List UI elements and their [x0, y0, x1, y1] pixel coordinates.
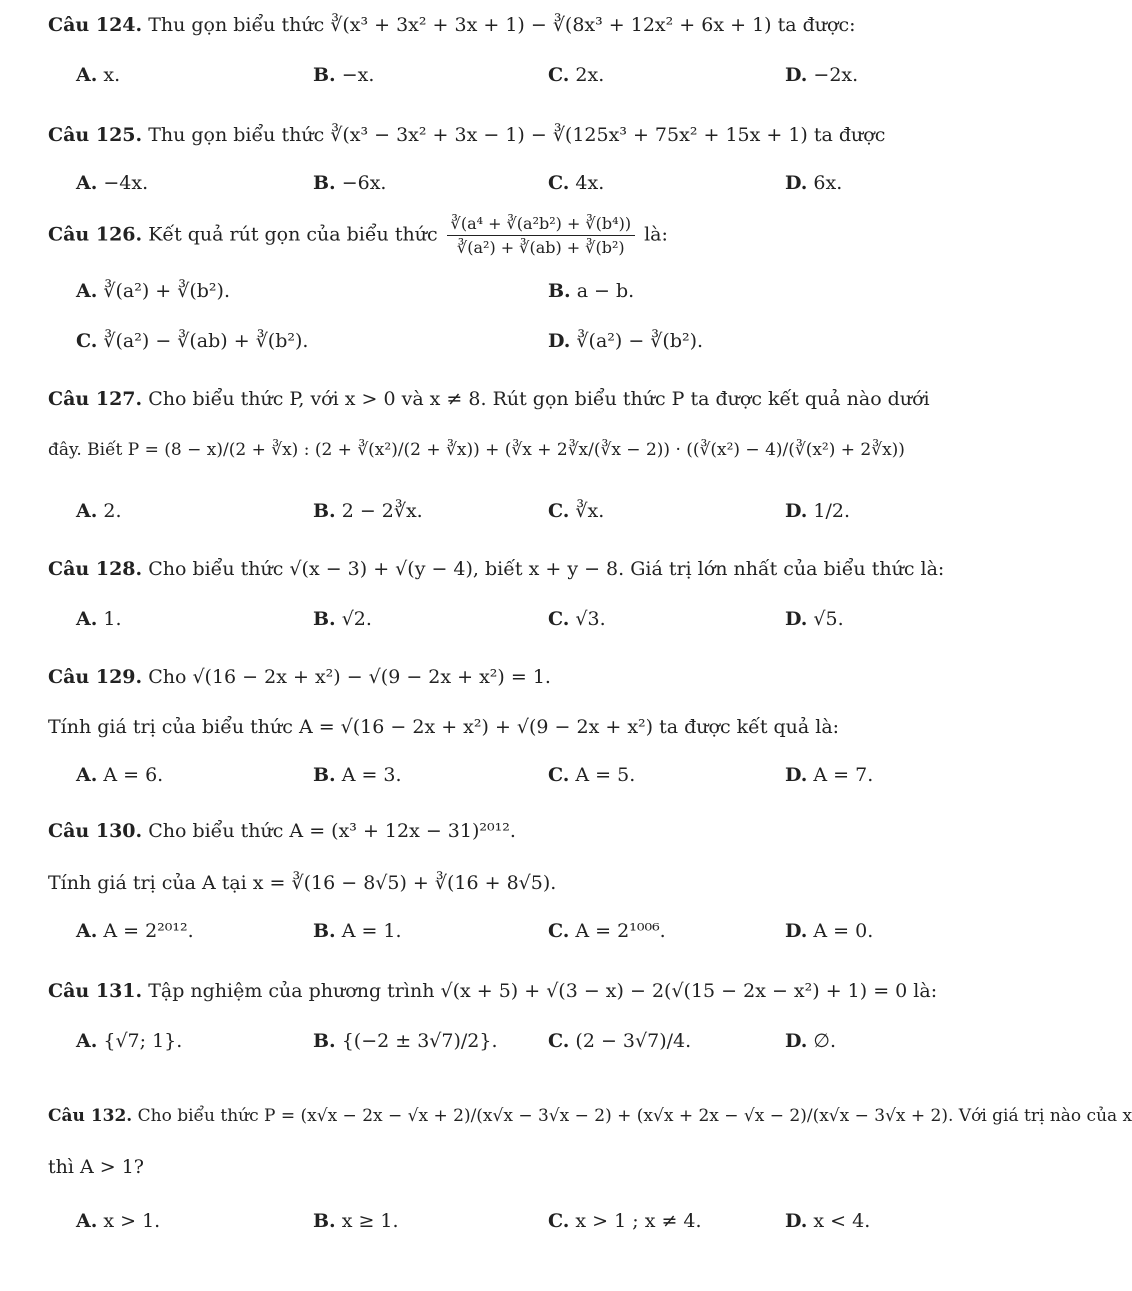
- question-130-line2: [48, 872, 1006, 894]
- question-label: Câu 125.: [48, 124, 143, 146]
- options-132: [0, 1210, 1024, 1242]
- question-131: [48, 980, 1006, 1002]
- question-label: Câu 130.: [48, 820, 143, 842]
- option-d[interactable]: D. √5.: [785, 608, 844, 630]
- options-128: [0, 608, 1024, 640]
- question-label: Câu 124.: [48, 14, 143, 36]
- option-c[interactable]: C. A = 5.: [548, 764, 636, 786]
- question-127-formula: [48, 440, 1006, 460]
- option-b[interactable]: B. x ≥ 1.: [313, 1210, 399, 1232]
- question-128: [48, 558, 1006, 580]
- question-125: [48, 124, 1006, 146]
- option-d[interactable]: D. −2x.: [785, 64, 859, 86]
- option-d[interactable]: D. 6x.: [785, 172, 843, 194]
- question-text-after: là:: [644, 223, 668, 246]
- question-130: [48, 820, 1006, 842]
- option-b[interactable]: B. 2 − 2∛x.: [313, 500, 423, 522]
- question-text: Tập nghiệm của phương trình √(x + 5) + √(3 − x) − 2(√(15 − 2x − x²) + 1) = 0 là:: [148, 980, 938, 1002]
- options-131: [0, 1030, 1024, 1062]
- option-b[interactable]: B. a − b.: [548, 280, 635, 302]
- question-label: Câu 127.: [48, 388, 143, 410]
- option-b[interactable]: B. √2.: [313, 608, 372, 630]
- option-c[interactable]: C. ∛x.: [548, 500, 605, 522]
- option-d[interactable]: D. A = 7.: [785, 764, 874, 786]
- options-125: [0, 172, 1024, 204]
- option-c[interactable]: C. A = 2¹⁰⁰⁶.: [548, 920, 666, 942]
- question-label: Câu 131.: [48, 980, 143, 1002]
- option-a[interactable]: A. ∛(a²) + ∛(b²).: [76, 280, 230, 302]
- question-label: Câu 126.: [48, 223, 143, 246]
- question-text: Thu gọn biểu thức ∛(x³ + 3x² + 3x + 1) − ∛(8x³ + 12x² + 6x + 1) ta được:: [148, 14, 856, 36]
- option-c[interactable]: C. 4x.: [548, 172, 605, 194]
- question-text: Cho √(16 − 2x + x²) − √(9 − 2x + x²) = 1.: [148, 666, 551, 688]
- option-a[interactable]: A. {√7; 1}.: [76, 1030, 183, 1052]
- option-a[interactable]: A. A = 6.: [76, 764, 164, 786]
- options-130: [0, 920, 1024, 952]
- options-124: [0, 64, 1024, 96]
- question-text-2: Tính giá trị của biểu thức A = √(16 − 2x + x²) + √(9 − 2x + x²) ta được kết quả là:: [48, 716, 840, 738]
- options-126-row2: [0, 330, 1024, 362]
- option-a[interactable]: A. x > 1.: [76, 1210, 161, 1232]
- option-a[interactable]: A. 1.: [76, 608, 122, 630]
- option-a[interactable]: A. x.: [76, 64, 121, 86]
- question-text-2: thì A > 1?: [48, 1156, 144, 1178]
- option-d[interactable]: D. ∛(a²) − ∛(b²).: [548, 330, 704, 352]
- option-d[interactable]: D. x < 4.: [785, 1210, 871, 1232]
- question-text: Kết quả rút gọn của biểu thức: [148, 223, 438, 246]
- option-d[interactable]: D. ∅.: [785, 1030, 837, 1052]
- question-124: [48, 14, 1006, 36]
- option-b[interactable]: B. {(−2 ± 3√7)/2}.: [313, 1030, 498, 1052]
- question-text: Cho biểu thức P = (x√x − 2x − √x + 2)/(x√x − 3√x − 2) + (x√x + 2x − √x − 2)/(x√x − 3√x + 2). Với giá trị nào của x: [137, 1106, 1132, 1126]
- option-c[interactable]: C. √3.: [548, 608, 606, 630]
- option-c[interactable]: C. x > 1 ; x ≠ 4.: [548, 1210, 702, 1232]
- option-c[interactable]: C. (2 − 3√7)/4.: [548, 1030, 692, 1052]
- question-text-2: đây. Biết P = (8 − x)/(2 + ∛x) : (2 + ∛(x²)/(2 + ∛x)) + (∛x + 2∛x/(∛x − 2)) · ((∛(x²) − 4)/(∛(x²) + 2∛x)): [48, 440, 905, 460]
- question-126: [48, 214, 1006, 257]
- question-text: Cho biểu thức √(x − 3) + √(y − 4), biết x + y − 8. Giá trị lớn nhất của biểu thức là:: [148, 558, 945, 580]
- question-text: Cho biểu thức A = (x³ + 12x − 31)²⁰¹².: [148, 820, 516, 842]
- option-c[interactable]: C. 2x.: [548, 64, 605, 86]
- option-d[interactable]: D. A = 0.: [785, 920, 874, 942]
- question-129: [48, 666, 1006, 688]
- option-a[interactable]: A. 2.: [76, 500, 122, 522]
- question-text: Thu gọn biểu thức ∛(x³ − 3x² + 3x − 1) − ∛(125x³ + 75x² + 15x + 1) ta được: [148, 124, 886, 146]
- options-129: [0, 764, 1024, 796]
- question-132: [48, 1106, 1132, 1126]
- expression-fraction: $\frac{\text{∛(a⁴ + ∛(a²b²) + ∛(b⁴))}}{\text{∛(a²) + ∛(ab) + ∛(b²)}}$: [447, 214, 635, 257]
- option-c[interactable]: C. ∛(a²) − ∛(ab) + ∛(b²).: [76, 330, 309, 352]
- options-127: [0, 500, 1024, 532]
- question-label: Câu 128.: [48, 558, 143, 580]
- option-b[interactable]: B. −x.: [313, 64, 375, 86]
- question-text-2: Tính giá trị của A tại x = ∛(16 − 8√5) + ∛(16 + 8√5).: [48, 872, 557, 894]
- option-a[interactable]: A. −4x.: [76, 172, 149, 194]
- options-126-row1: [0, 280, 1024, 312]
- question-132-line2: [48, 1156, 1006, 1178]
- option-a[interactable]: A. A = 2²⁰¹².: [76, 920, 194, 942]
- question-label: Câu 129.: [48, 666, 143, 688]
- option-b[interactable]: B. −6x.: [313, 172, 387, 194]
- option-b[interactable]: B. A = 3.: [313, 764, 402, 786]
- question-127: [48, 388, 1006, 410]
- question-text: Cho biểu thức P, với x > 0 và x ≠ 8. Rút gọn biểu thức P ta được kết quả nào dưới: [148, 388, 930, 410]
- option-b[interactable]: B. A = 1.: [313, 920, 402, 942]
- question-129-line2: [48, 716, 1006, 738]
- question-label: Câu 132.: [48, 1106, 133, 1126]
- option-d[interactable]: D. 1/2.: [785, 500, 851, 522]
